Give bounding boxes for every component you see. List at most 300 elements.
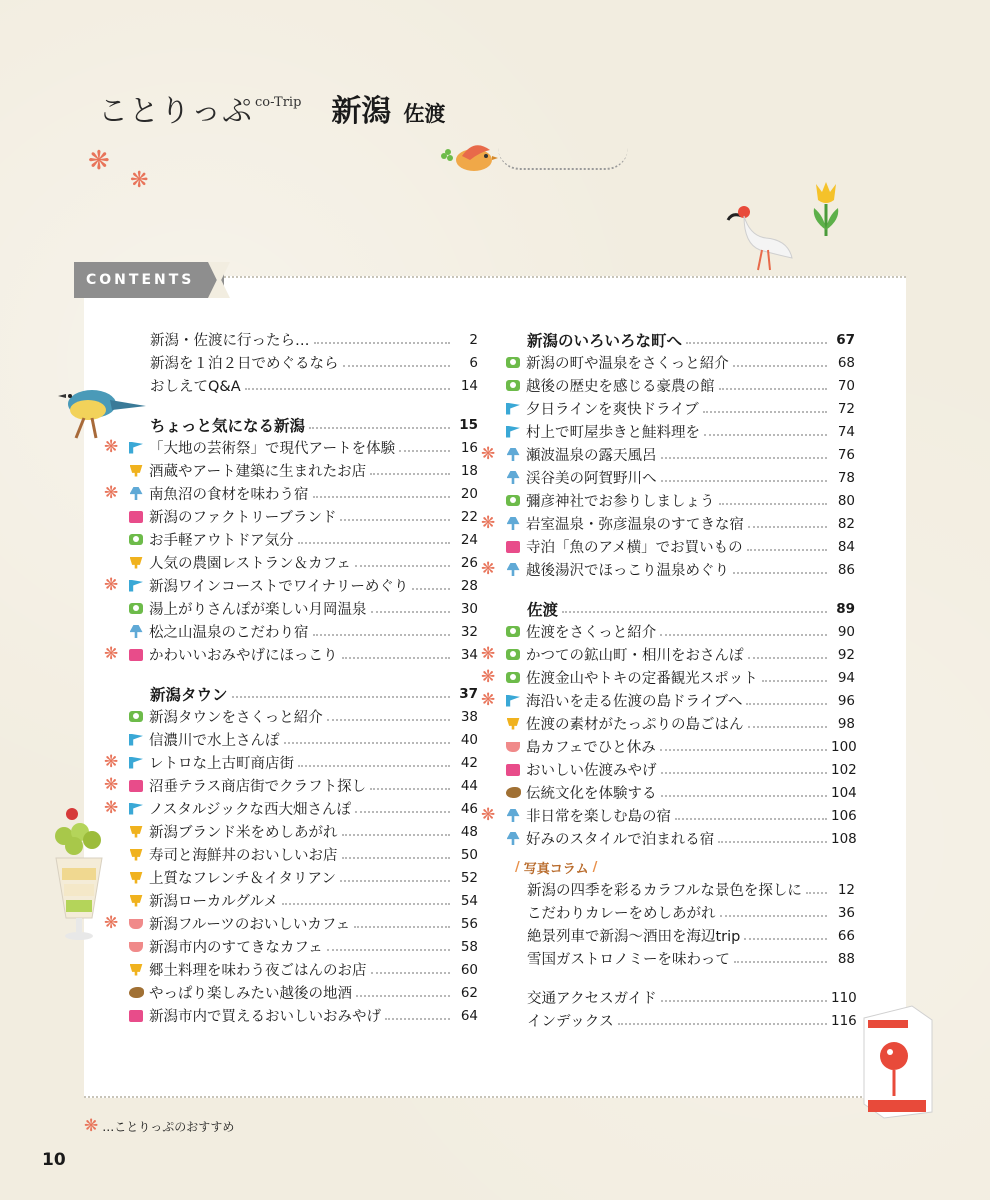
entry-page-number: 90: [837, 623, 855, 640]
cup-icon: [128, 464, 144, 478]
toc-entry[interactable]: [128, 1004, 478, 1027]
dot-leader: [806, 886, 827, 894]
entry-page-number: 64: [460, 1007, 478, 1024]
entry-title: 村上で町屋歩きと鮭料理を: [526, 425, 700, 441]
dot-leader: [660, 628, 827, 636]
entry-page-number: 110: [831, 989, 857, 1006]
toc-entry[interactable]: [505, 351, 855, 374]
entry-title: 新潟フルーツのおいしいカフェ: [149, 917, 351, 933]
entry-title: インデックス: [527, 1014, 614, 1030]
lamp-icon: [505, 809, 521, 823]
entry-page-number: 98: [837, 715, 855, 732]
flag-icon: [128, 733, 144, 747]
toc-entry[interactable]: [128, 551, 478, 574]
toc-entry[interactable]: [128, 374, 478, 397]
entry-title: ノスタルジックな西大畑さんぽ: [149, 802, 352, 818]
entry-page-number: 18: [460, 462, 478, 479]
toc-entry[interactable]: [128, 620, 478, 643]
toc-entry[interactable]: [505, 620, 855, 643]
cup-icon: [128, 848, 144, 862]
page-title: 新潟: [331, 94, 392, 129]
entry-title: 信濃川で水上さんぽ: [149, 733, 280, 749]
recommend-flower-icon: ❋: [481, 444, 496, 464]
slash-mark-icon: /: [515, 859, 520, 875]
entry-page-number: 100: [831, 738, 857, 755]
dot-leader: [746, 697, 827, 705]
legend-note: [84, 1116, 234, 1136]
fruit-parfait-illustration: [50, 806, 108, 946]
toc-entry[interactable]: [505, 1009, 855, 1032]
entry-page-number: 102: [831, 761, 857, 778]
lamp-icon: [128, 625, 144, 639]
toc-entry[interactable]: [104, 774, 478, 797]
cup-icon: [128, 894, 144, 908]
bag-icon: [128, 1009, 144, 1023]
toc-entry[interactable]: [505, 878, 855, 901]
entry-page-number: 32: [460, 623, 478, 640]
dot-leader: [342, 651, 451, 659]
entry-title: 島カフェでひと休み: [526, 740, 656, 756]
toc-entry[interactable]: [128, 728, 478, 751]
toc-entry[interactable]: [505, 901, 855, 924]
dot-leader: [314, 336, 451, 344]
contents-right-column: [481, 328, 857, 1032]
dot-leader: [661, 994, 827, 1002]
dot-leader: [734, 955, 827, 963]
flag-icon: [128, 579, 144, 593]
entry-title: 沼垂テラス商店街でクラフト探し: [149, 779, 367, 795]
entry-page-number: 89: [836, 600, 855, 617]
toc-entry[interactable]: [505, 781, 855, 804]
entry-page-number: 44: [460, 777, 478, 794]
flower-icon: ❋: [88, 146, 110, 176]
section-heading[interactable]: [128, 682, 478, 705]
entry-title: 伝統文化を体験する: [526, 786, 657, 802]
dot-leader: [762, 674, 827, 682]
entry-title: 絶景列車で新潟〜酒田を海辺trip: [527, 929, 741, 945]
toc-entry[interactable]: [505, 397, 855, 420]
castella-box-illustration: [860, 1000, 936, 1120]
spacer: [128, 666, 478, 682]
entry-title: 湯上がりさんぽが楽しい月岡温泉: [149, 602, 367, 618]
dot-leader: [232, 690, 450, 698]
entry-title: かわいいおみやげにほっこり: [149, 648, 338, 664]
toc-entry[interactable]: [481, 443, 855, 466]
entry-title: 酒蔵やアート建築に生まれたお店: [149, 464, 367, 480]
entry-title: かつての鉱山町・相川をおさんぽ: [526, 648, 744, 664]
cam-icon: [128, 533, 144, 547]
cam-icon: [505, 625, 521, 639]
dot-leader: [686, 336, 827, 344]
recommend-flower-icon: ❋: [481, 805, 496, 825]
entry-page-number: 80: [837, 492, 855, 509]
spacer: [505, 970, 855, 986]
dot-leader: [355, 559, 450, 567]
toc-entry[interactable]: [128, 958, 478, 981]
dot-leader: [618, 1017, 827, 1025]
dot-leader: [355, 805, 450, 813]
entry-title: 新潟の四季を彩るカラフルな景色を探しに: [527, 883, 802, 899]
entry-page-number: 36: [837, 904, 855, 921]
toc-entry[interactable]: [128, 866, 478, 889]
contents-tag: [74, 262, 224, 298]
recommend-flower-icon: ❋: [104, 752, 119, 772]
toc-entry[interactable]: [128, 328, 478, 351]
entry-page-number: 96: [837, 692, 855, 709]
dot-leader: [340, 513, 450, 521]
entry-title: 上質なフレンチ＆イタリアン: [149, 871, 336, 887]
flag-icon: [505, 694, 521, 708]
lamp-icon: [505, 832, 521, 846]
dot-leader: [298, 536, 450, 544]
dot-leader: [309, 421, 450, 429]
flight-path-dots: [498, 148, 628, 170]
dot-leader: [343, 359, 451, 367]
entry-title: 夕日ラインを爽快ドライブ: [526, 402, 699, 418]
toc-entry[interactable]: [481, 643, 855, 666]
lamp-icon: [505, 563, 521, 577]
cup-icon: [128, 963, 144, 977]
entry-page-number: 20: [460, 485, 478, 502]
dot-leader: [675, 812, 827, 820]
entry-title: 雪国ガストロノミーを味わって: [527, 952, 730, 968]
toc-entry[interactable]: [128, 597, 478, 620]
entry-title: 新潟市内で買えるおいしいおみやげ: [149, 1009, 381, 1025]
dot-leader: [661, 766, 828, 774]
dot-leader: [562, 605, 827, 613]
entry-page-number: 54: [460, 892, 478, 909]
lamp-icon: [505, 448, 521, 462]
recommend-flower-icon: ❋: [481, 513, 496, 533]
toc-entry[interactable]: [104, 574, 478, 597]
entry-page-number: 15: [459, 416, 478, 433]
dot-leader: [719, 497, 828, 505]
entry-page-number: 74: [837, 423, 855, 440]
entry-page-number: 106: [831, 807, 857, 824]
entry-title: 海沿いを走る佐渡の島ドライブへ: [526, 694, 743, 710]
toc-entry[interactable]: [128, 459, 478, 482]
toc-entry[interactable]: [481, 804, 857, 827]
cam-icon: [128, 602, 144, 616]
toc-entry[interactable]: [481, 558, 855, 581]
cup-icon: [128, 556, 144, 570]
dot-leader: [371, 605, 451, 613]
toc-entry[interactable]: [104, 436, 478, 459]
entry-title: 人気の農園レストラン＆カフェ: [149, 556, 351, 572]
toc-entry[interactable]: [505, 947, 855, 970]
entry-page-number: 16: [460, 439, 478, 456]
entry-title: 越後湯沢でほっこり温泉めぐり: [526, 563, 729, 579]
recommend-flower-icon: ❋: [104, 644, 119, 664]
flag-icon: [128, 756, 144, 770]
entry-page-number: 28: [460, 577, 478, 594]
entry-page-number: 92: [837, 646, 855, 663]
dot-leader: [718, 835, 827, 843]
entry-page-number: 82: [837, 515, 855, 532]
entry-title: 南魚沼の食材を味わう宿: [149, 487, 309, 503]
dot-leader: [284, 736, 451, 744]
toc-entry[interactable]: [104, 797, 478, 820]
dot-leader: [354, 920, 450, 928]
spacer: [128, 397, 478, 413]
flag-icon: [505, 425, 521, 439]
lamp-icon: [505, 517, 521, 531]
dot-leader: [282, 897, 450, 905]
dot-leader: [399, 444, 450, 452]
dot-leader: [720, 909, 828, 917]
entry-page-number: 104: [831, 784, 857, 801]
entry-title: おいしい佐渡みやげ: [526, 763, 657, 779]
entry-title: お手軽アウトドア気分: [149, 533, 294, 549]
entry-title: 新潟を１泊２日でめぐるなら: [150, 356, 339, 372]
cam-icon: [505, 671, 521, 685]
toc-entry[interactable]: [505, 489, 855, 512]
recommend-flower-icon: ❋: [104, 575, 119, 595]
dot-leader: [748, 520, 827, 528]
entry-title: 「大地の芸術祭」で現代アートを体験: [149, 441, 396, 457]
entry-title: 新潟のいろいろな町へ: [527, 331, 683, 350]
recommend-flower-icon: ❋: [104, 483, 119, 503]
dot-leader: [370, 467, 450, 475]
dot-leader: [356, 989, 450, 997]
dot-leader: [313, 628, 451, 636]
entry-title: 非日常を楽しむ島の宿: [526, 809, 671, 825]
flag-icon: [128, 441, 144, 455]
flower-icon: ❋: [130, 168, 149, 193]
entry-title: 越後の歴史を感じる豪農の館: [526, 379, 715, 395]
recommend-flower-icon: ❋: [104, 913, 119, 933]
brand-subname: co-Trip: [255, 95, 302, 110]
toc-entry[interactable]: [505, 827, 855, 850]
contents-left-column: [104, 328, 478, 1027]
dot-leader: [703, 405, 827, 413]
cup-icon: [128, 871, 144, 885]
recommend-flower-icon: ❋: [84, 1116, 99, 1136]
toc-entry[interactable]: [505, 420, 855, 443]
entry-title: こだわりカレーをめしあがれ: [527, 906, 716, 922]
entry-page-number: 38: [460, 708, 478, 725]
brand-name: ことりっぷ: [98, 94, 253, 129]
entry-page-number: 12: [837, 881, 855, 898]
toc-entry[interactable]: [128, 981, 478, 1004]
toc-entry[interactable]: [481, 512, 855, 535]
toc-entry[interactable]: [128, 935, 478, 958]
bird-icon: [505, 786, 521, 800]
entry-title: 新潟ワインコーストでワイナリーめぐり: [149, 579, 409, 595]
entry-page-number: 6: [469, 354, 478, 371]
lamp-icon: [505, 471, 521, 485]
cup-icon: [128, 825, 144, 839]
entry-title: 好みのスタイルで泊まれる宿: [526, 832, 715, 848]
toc-entry[interactable]: [128, 843, 478, 866]
toc-entry[interactable]: [128, 351, 478, 374]
section-heading[interactable]: [128, 413, 478, 436]
entry-page-number: 66: [837, 927, 855, 944]
entry-title: 佐渡: [527, 600, 559, 619]
dot-leader: [733, 566, 827, 574]
entry-page-number: 76: [837, 446, 855, 463]
legend-text: …ことりっぷのおすすめ: [102, 1119, 235, 1134]
entry-page-number: 2: [469, 331, 478, 348]
entry-page-number: 26: [460, 554, 478, 571]
toc-entry[interactable]: [505, 758, 855, 781]
entry-title: レトロな上古町商店街: [149, 756, 294, 772]
dot-leader: [748, 651, 828, 659]
toc-entry[interactable]: [104, 643, 478, 666]
dot-leader: [245, 382, 450, 390]
ibis-illustration: [726, 196, 798, 274]
recommend-flower-icon: ❋: [481, 559, 496, 579]
entry-page-number: 116: [831, 1012, 857, 1029]
entry-title: ちょっと気になる新潟: [150, 416, 306, 435]
entry-page-number: 56: [460, 915, 478, 932]
toc-entry[interactable]: [505, 924, 855, 947]
entry-title: 佐渡をさくっと紹介: [526, 625, 657, 641]
bag-icon: [128, 779, 144, 793]
entry-page-number: 50: [460, 846, 478, 863]
entry-page-number: 88: [837, 950, 855, 967]
toc-entry[interactable]: [104, 912, 478, 935]
cam-icon: [505, 494, 521, 508]
toc-entry[interactable]: [481, 689, 855, 712]
toc-entry[interactable]: [128, 505, 478, 528]
page-number: 10: [42, 1150, 66, 1170]
cafe-icon: [128, 917, 144, 931]
entry-page-number: 42: [460, 754, 478, 771]
dot-leader: [748, 720, 828, 728]
dot-leader: [327, 943, 450, 951]
bag-icon: [505, 540, 521, 554]
toc-entry[interactable]: [481, 666, 855, 689]
entry-page-number: 22: [460, 508, 478, 525]
bag-icon: [128, 648, 144, 662]
cam-icon: [128, 710, 144, 724]
dot-leader: [313, 490, 451, 498]
entry-title: 寿司と海鮮丼のおいしいお店: [149, 848, 338, 864]
entry-title: 新潟タウンをさくっと紹介: [149, 710, 323, 726]
entry-title: 渓谷美の阿賀野川へ: [526, 471, 657, 487]
entry-page-number: 108: [831, 830, 857, 847]
section-heading[interactable]: [505, 328, 855, 351]
entry-page-number: 84: [837, 538, 855, 555]
toc-entry[interactable]: [505, 735, 855, 758]
entry-title: 佐渡金山やトキの定番観光スポット: [526, 671, 758, 687]
toc-entry[interactable]: [505, 466, 855, 489]
bag-icon: [128, 510, 144, 524]
lamp-icon: [128, 487, 144, 501]
bird-icon: [128, 986, 144, 1000]
entry-page-number: 30: [460, 600, 478, 617]
entry-page-number: 46: [460, 800, 478, 817]
contents-label: CONTENTS: [86, 272, 195, 288]
dot-leader: [733, 359, 827, 367]
toc-entry[interactable]: [128, 889, 478, 912]
dot-leader: [661, 474, 828, 482]
toc-entry[interactable]: [128, 528, 478, 551]
toc-entry[interactable]: [104, 751, 478, 774]
flag-icon: [128, 802, 144, 816]
dot-leader: [744, 932, 827, 940]
entry-page-number: 40: [460, 731, 478, 748]
small-bird-illustration: [440, 136, 500, 178]
slash-mark-icon: /: [592, 859, 598, 875]
entry-page-number: 86: [837, 561, 855, 578]
toc-entry[interactable]: [505, 712, 855, 735]
entry-title: やっぱり楽しみたい越後の地酒: [149, 986, 352, 1002]
entry-page-number: 34: [460, 646, 478, 663]
spacer: [505, 581, 855, 597]
entry-page-number: 37: [459, 685, 478, 702]
entry-title: 新潟・佐渡に行ったら…: [150, 333, 310, 349]
entry-page-number: 14: [460, 377, 478, 394]
entry-title: 新潟ブランド米をめしあがれ: [149, 825, 338, 841]
dot-leader: [327, 713, 450, 721]
flag-icon: [505, 402, 521, 416]
dot-leader: [370, 782, 450, 790]
entry-title: 交通アクセスガイド: [527, 991, 657, 1007]
dot-leader: [342, 851, 451, 859]
section-heading[interactable]: [505, 597, 855, 620]
photo-column-heading: [505, 856, 855, 878]
dot-leader: [747, 543, 827, 551]
entry-title: 新潟ローカルグルメ: [149, 894, 279, 910]
entry-page-number: 48: [460, 823, 478, 840]
cam-icon: [505, 356, 521, 370]
entry-page-number: 60: [460, 961, 478, 978]
toc-entry[interactable]: [104, 482, 478, 505]
toc-entry[interactable]: [505, 374, 855, 397]
entry-page-number: 24: [460, 531, 478, 548]
dot-leader: [412, 582, 450, 590]
bag-icon: [505, 763, 521, 777]
entry-title: 寺泊「魚のアメ横」でお買いもの: [526, 540, 743, 556]
dot-leader: [342, 828, 451, 836]
recommend-flower-icon: ❋: [481, 667, 496, 687]
recommend-flower-icon: ❋: [481, 690, 496, 710]
toc-entry[interactable]: [128, 705, 478, 728]
toc-entry[interactable]: [505, 986, 855, 1009]
tulip-icon: [810, 180, 842, 238]
photo-column-label: 写真コラム: [523, 861, 589, 877]
entry-title: 新潟の町や温泉をさくっと紹介: [526, 356, 729, 372]
toc-entry[interactable]: [505, 535, 855, 558]
entry-page-number: 52: [460, 869, 478, 886]
cam-icon: [505, 379, 521, 393]
page-subtitle: 佐渡: [403, 102, 446, 126]
recommend-flower-icon: ❋: [104, 437, 119, 457]
entry-page-number: 62: [460, 984, 478, 1001]
dot-leader: [340, 874, 450, 882]
entry-page-number: 94: [837, 669, 855, 686]
dot-leader: [298, 759, 450, 767]
entry-page-number: 72: [837, 400, 855, 417]
entry-title: おしえてQ&A: [150, 379, 241, 395]
dot-leader: [719, 382, 828, 390]
entry-title: 瀬波温泉の露天風呂: [526, 448, 657, 464]
dot-leader: [661, 451, 828, 459]
entry-title: 郷土料理を味わう夜ごはんのお店: [149, 963, 367, 979]
entry-page-number: 70: [837, 377, 855, 394]
entry-title: 新潟タウン: [150, 685, 228, 704]
dot-leader: [661, 789, 828, 797]
entry-title: 佐渡の素材がたっぷりの島ごはん: [526, 717, 744, 733]
cam-icon: [505, 648, 521, 662]
toc-entry[interactable]: [128, 820, 478, 843]
book-header: [98, 86, 445, 130]
entry-page-number: 67: [836, 331, 855, 348]
entry-title: 岩室温泉・弥彦温泉のすてきな宿: [526, 517, 744, 533]
recommend-flower-icon: ❋: [481, 644, 496, 664]
